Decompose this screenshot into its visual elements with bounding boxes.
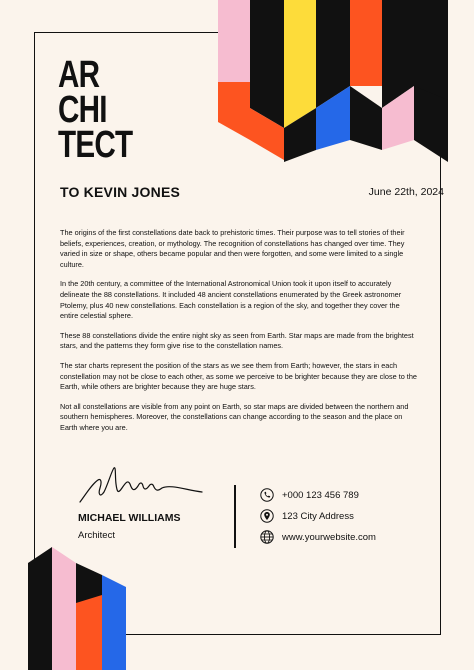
logo-line: AR — [58, 54, 100, 96]
sender-name: MICHAEL WILLIAMS — [78, 512, 181, 524]
handwritten-signature — [78, 462, 208, 507]
body-paragraph: In the 20th century, a committee of the International Astronomical Union took it upon itself to accurately delineate the 88 constellations. It included 48 ancient constellations enumerated by the Greek astronomer Ptolemy, plus 40 new constellations. Each constellation is a region of the sky, and together they cover the entire celestial sphere. — [60, 279, 402, 321]
contact-divider — [234, 485, 236, 548]
logo-line: CHI — [58, 89, 107, 131]
body-paragraph: The origins of the first constellations date back to prehistoric times. Their purpose was to tell stories of their beliefs, experiences, creation, or mythology. The recognition of constellations has changed over time. They varied in size or shape, others became popular and then were forgotten, and some were limited to a single culture. — [60, 228, 405, 269]
body-paragraph: The star charts represent the position of the stars as we see them from Earth; however, the stars in each constellation may not be close to each other, as some we perceive to be brighter because they are close to the Earth, while others are brighter because they are huge stars. — [60, 360, 417, 392]
letter-date: June 22th, 2024 — [368, 186, 444, 198]
body-paragraph: Not all constellations are visible from any point on Earth, so star maps are divided between the northern and southern hemispheres. Moreover, the constellations can change according to the season and the place on Earth where you are. — [60, 401, 409, 432]
decorative-columns-bottom — [26, 545, 130, 670]
sender-title: Architect — [78, 530, 115, 541]
contact-address — [260, 508, 354, 524]
contact-website[interactable] — [260, 529, 376, 545]
logo-line: TECT — [58, 124, 133, 166]
contact-phone — [260, 487, 359, 503]
recipient-heading: TO KEVIN JONES — [60, 184, 181, 200]
letter-body — [60, 228, 418, 443]
phone-number: +000 123 456 789 — [282, 489, 359, 501]
address-text: 123 City Address — [282, 510, 354, 522]
decorative-columns-top — [218, 0, 448, 162]
globe-icon — [260, 530, 274, 544]
phone-icon — [260, 488, 274, 502]
location-pin-icon — [260, 509, 274, 523]
website-link[interactable]: www.yourwebsite.com — [282, 531, 376, 543]
body-paragraph: These 88 constellations divide the entire night sky as seen from Earth. Star maps are made from the brightest stars, and the patterns they form give rise to the constellation names. — [60, 330, 414, 351]
architect-logo — [58, 54, 133, 166]
